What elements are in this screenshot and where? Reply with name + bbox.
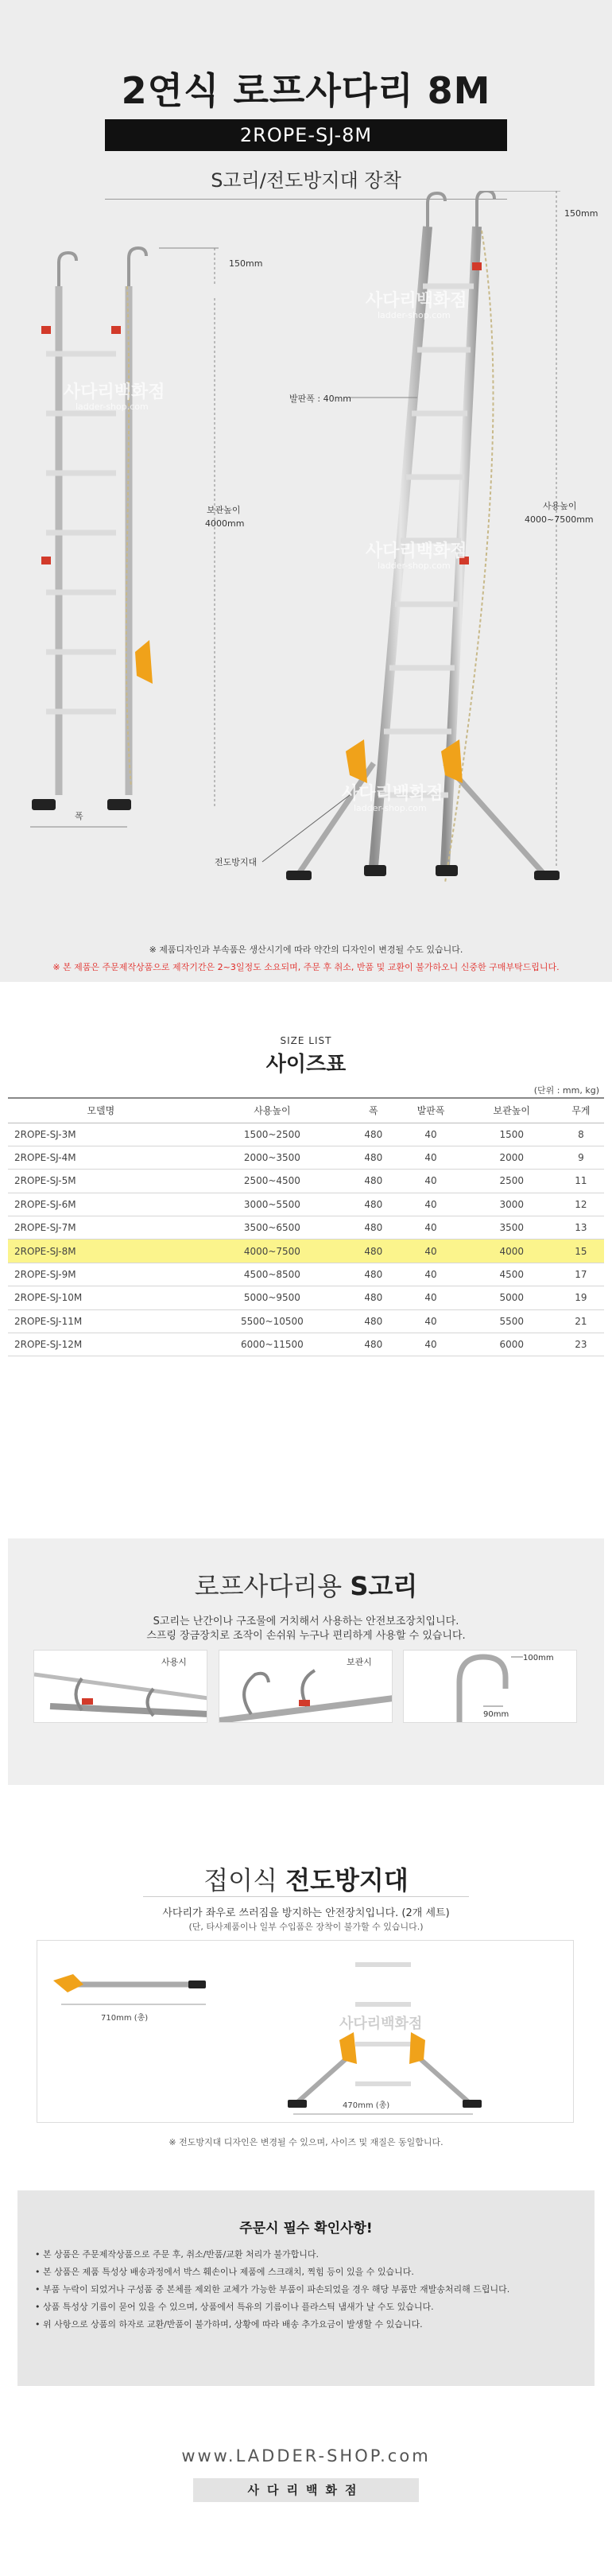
size-list-heading-en: SIZE LIST (280, 1035, 332, 1046)
stabilizer-compat-note: (단, 타사제품이나 일부 수입품은 장착이 불가할 수 있습니다.) (188, 1922, 424, 1932)
table-cell: 2ROPE-SJ-12M (8, 1333, 194, 1356)
s-hook-storage-image (219, 1650, 393, 1723)
table-cell: 6000~11500 (194, 1333, 351, 1356)
table-cell: 40 (396, 1240, 465, 1263)
table-cell: 480 (351, 1193, 396, 1216)
col-width: 폭 (351, 1098, 396, 1123)
table-cell: 4500 (466, 1263, 558, 1286)
table-cell: 17 (558, 1263, 604, 1286)
svg-text:사다리백화점: 사다리백화점 (366, 541, 467, 561)
table-cell: 5000~9500 (194, 1286, 351, 1309)
s-hook-desc-2: 스프링 장금장치로 조작이 손쉬워 누구나 편리하게 사용할 수 있습니다. (146, 1630, 466, 1642)
table-cell: 2000 (466, 1146, 558, 1169)
svg-text:사다리백화점: 사다리백화점 (366, 291, 467, 311)
table-cell: 40 (396, 1146, 465, 1169)
col-use-height: 사용높이 (194, 1098, 351, 1123)
table-cell: 23 (558, 1333, 604, 1356)
table-cell: 480 (351, 1123, 396, 1146)
order-notice-list (35, 2246, 583, 2334)
product-title: 2연식 로프사다리 8M (121, 69, 491, 112)
table-cell: 40 (396, 1309, 465, 1333)
table-cell: 21 (558, 1309, 604, 1333)
site-url: www.LADDER-SHOP.com (181, 2446, 431, 2465)
col-step-width: 발판폭 (396, 1098, 465, 1123)
table-cell: 40 (396, 1170, 465, 1193)
product-subtitle: S고리/전도방지대 장착 (211, 169, 401, 192)
list-item: • 부품 누락이 되었거나 구성품 중 본체를 제외한 교체가 가능한 부품이 파손되었을 경우 해당 부품만 재발송처리해 드립니다. (35, 2284, 510, 2295)
hook-height-left: 150mm (229, 258, 263, 269)
table-cell: 480 (351, 1333, 396, 1356)
width-label: 폭 (75, 811, 83, 821)
hero-section (0, 0, 612, 982)
store-name-badge: 사다리백화점 (193, 2478, 419, 2502)
table-header-row (8, 1098, 604, 1123)
table-cell: 3500 (466, 1216, 558, 1240)
table-cell: 480 (351, 1146, 396, 1169)
table-cell: 11 (558, 1170, 604, 1193)
table-cell: 40 (396, 1123, 465, 1146)
unit-label: (단위 : mm, kg) (533, 1085, 599, 1096)
table-cell: 40 (396, 1333, 465, 1356)
table-cell: 2500~4500 (194, 1170, 351, 1193)
storage-height-value: 4000mm (205, 518, 245, 529)
table-cell: 2ROPE-SJ-4M (8, 1146, 194, 1169)
table-row (8, 1263, 604, 1286)
table-cell: 15 (558, 1240, 604, 1263)
use-height-value: 4000~7500mm (525, 514, 594, 525)
table-cell: 19 (558, 1286, 604, 1309)
table-cell: 4500~8500 (194, 1263, 351, 1286)
svg-text:ladder-shop.com: ladder-shop.com (378, 310, 451, 320)
col-storage-height: 보관높이 (466, 1098, 558, 1123)
table-cell: 5000 (466, 1286, 558, 1309)
table-cell: 480 (351, 1263, 396, 1286)
stabilizer-image-box (37, 1940, 574, 2123)
table-row (8, 1309, 604, 1333)
table-cell: 5500~10500 (194, 1309, 351, 1333)
step-width-label: 발판폭 : 40mm (289, 394, 352, 404)
svg-text:사다리백화점: 사다리백화점 (64, 382, 165, 402)
size-list-heading: 사이즈표 (265, 1053, 347, 1077)
table-cell: 2ROPE-SJ-6M (8, 1193, 194, 1216)
table-cell: 13 (558, 1216, 604, 1240)
folded-dim-label: 710mm (총) (101, 2014, 149, 2023)
watermark: 사다리백화점 (339, 2015, 423, 2032)
table-row (8, 1333, 604, 1356)
svg-text:ladder-shop.com: ladder-shop.com (354, 803, 427, 813)
design-change-note: ※ 제품디자인과 부속품은 생산시기에 따라 약간의 디자인이 변경될 수도 있습니다. (149, 945, 463, 955)
watermark (63, 290, 467, 804)
s-hook-desc-1: S고리는 난간이나 구조물에 거치해서 사용하는 안전보조장치입니다. (153, 1616, 459, 1627)
svg-text:ladder-shop.com: ladder-shop.com (76, 402, 149, 412)
ladder-illustration (0, 191, 612, 938)
hook-dim-100: 100mm (523, 1654, 554, 1662)
table-cell: 40 (396, 1263, 465, 1286)
col-weight: 무게 (558, 1098, 604, 1123)
table-cell: 480 (351, 1216, 396, 1240)
list-item: • 본 상품은 제품 특성상 배송과정에서 박스 훼손이나 제품에 스크래치, 찍힘 등이 있을 수 있습니다. (35, 2267, 414, 2277)
s-hook-dimension-image (403, 1650, 577, 1723)
table-cell: 9 (558, 1146, 604, 1169)
stabilizer-desc: 사다리가 좌우로 쓰러짐을 방지하는 안전장치입니다. (2개 세트) (162, 1907, 450, 1919)
storage-label: 보관시 (347, 1657, 372, 1667)
table-row (8, 1240, 604, 1263)
table-cell: 2500 (466, 1170, 558, 1193)
table-cell: 4000~7500 (194, 1240, 351, 1263)
storage-ladder-image (32, 248, 153, 810)
table-cell: 4000 (466, 1240, 558, 1263)
table-cell: 2ROPE-SJ-11M (8, 1309, 194, 1333)
table-row (8, 1193, 604, 1216)
table-cell: 40 (396, 1216, 465, 1240)
table-cell: 2ROPE-SJ-3M (8, 1123, 194, 1146)
list-item: • 위 사항으로 상품의 하자로 교환/반품이 불가하며, 상황에 따라 배송 추가요금이 발생할 수 있습니다. (35, 2319, 423, 2330)
table-cell: 40 (396, 1286, 465, 1309)
table-cell: 40 (396, 1193, 465, 1216)
order-notice-title: 주문시 필수 확인사항! (239, 2221, 373, 2237)
svg-text:사다리백화점: 사다리백화점 (342, 784, 444, 804)
col-model: 모델명 (8, 1098, 194, 1123)
in-use-label: 사용시 (161, 1657, 187, 1667)
use-height-label: 사용높이 (543, 501, 577, 511)
table-cell: 3500~6500 (194, 1216, 351, 1240)
table-cell: 5500 (466, 1309, 558, 1333)
s-hook-section (8, 1538, 604, 1785)
custom-order-warning: ※ 본 제품은 주문제작상품으로 제작기간은 2~3일정도 소요되며, 주문 후 취소, 반품 및 교환이 불가하오니 신중한 구매부탁드립니다. (52, 962, 560, 972)
table-cell: 1500~2500 (194, 1123, 351, 1146)
table-row (8, 1286, 604, 1309)
s-hook-title: 로프사다리용 S고리 (194, 1571, 418, 1601)
table-cell: 3000 (466, 1193, 558, 1216)
table-cell: 480 (351, 1170, 396, 1193)
table-cell: 2000~3500 (194, 1146, 351, 1169)
hook-height-right: 150mm (564, 208, 598, 219)
storage-height-label: 보관높이 (207, 505, 241, 515)
installed-dim-label: 470mm (총) (343, 2101, 390, 2110)
table-cell: 6000 (466, 1333, 558, 1356)
table-row (8, 1170, 604, 1193)
table-cell: 8 (558, 1123, 604, 1146)
table-cell: 2ROPE-SJ-5M (8, 1170, 194, 1193)
stabilizer-design-note: ※ 전도방지대 디자인은 변경될 수 있으며, 사이즈 및 재질은 동일합니다. (168, 2137, 444, 2147)
model-code-bar: 2ROPE-SJ-8M (105, 119, 507, 151)
stabilizer-label: 전도방지대 (215, 857, 258, 867)
table-cell: 480 (351, 1240, 396, 1263)
table-row (8, 1146, 604, 1169)
hook-dim-90: 90mm (483, 1710, 509, 1719)
table-cell: 2ROPE-SJ-7M (8, 1216, 194, 1240)
table-row (8, 1123, 604, 1146)
table-cell: 480 (351, 1286, 396, 1309)
table-cell: 1500 (466, 1123, 558, 1146)
s-hook-in-use-image (33, 1650, 207, 1723)
stabilizer-title: 접이식 전도방지대 (203, 1865, 409, 1895)
size-table (8, 1097, 604, 1356)
table-row (8, 1216, 604, 1240)
svg-text:ladder-shop.com: ladder-shop.com (378, 561, 451, 571)
table-cell: 12 (558, 1193, 604, 1216)
table-cell: 2ROPE-SJ-8M (8, 1240, 194, 1263)
table-cell: 480 (351, 1309, 396, 1333)
table-cell: 2ROPE-SJ-9M (8, 1263, 194, 1286)
table-cell: 2ROPE-SJ-10M (8, 1286, 194, 1309)
order-notice-box (17, 2190, 595, 2386)
list-item: • 상품 특성상 기름이 묻어 있을 수 있으며, 상품에서 특유의 기름이나 플라스틱 냄새가 날 수도 있습니다. (35, 2302, 434, 2312)
list-item: • 본 상품은 주문제작상품으로 주문 후, 취소/반품/교환 처리가 불가합니다. (35, 2249, 320, 2260)
divider (143, 1896, 469, 1897)
table-cell: 3000~5500 (194, 1193, 351, 1216)
